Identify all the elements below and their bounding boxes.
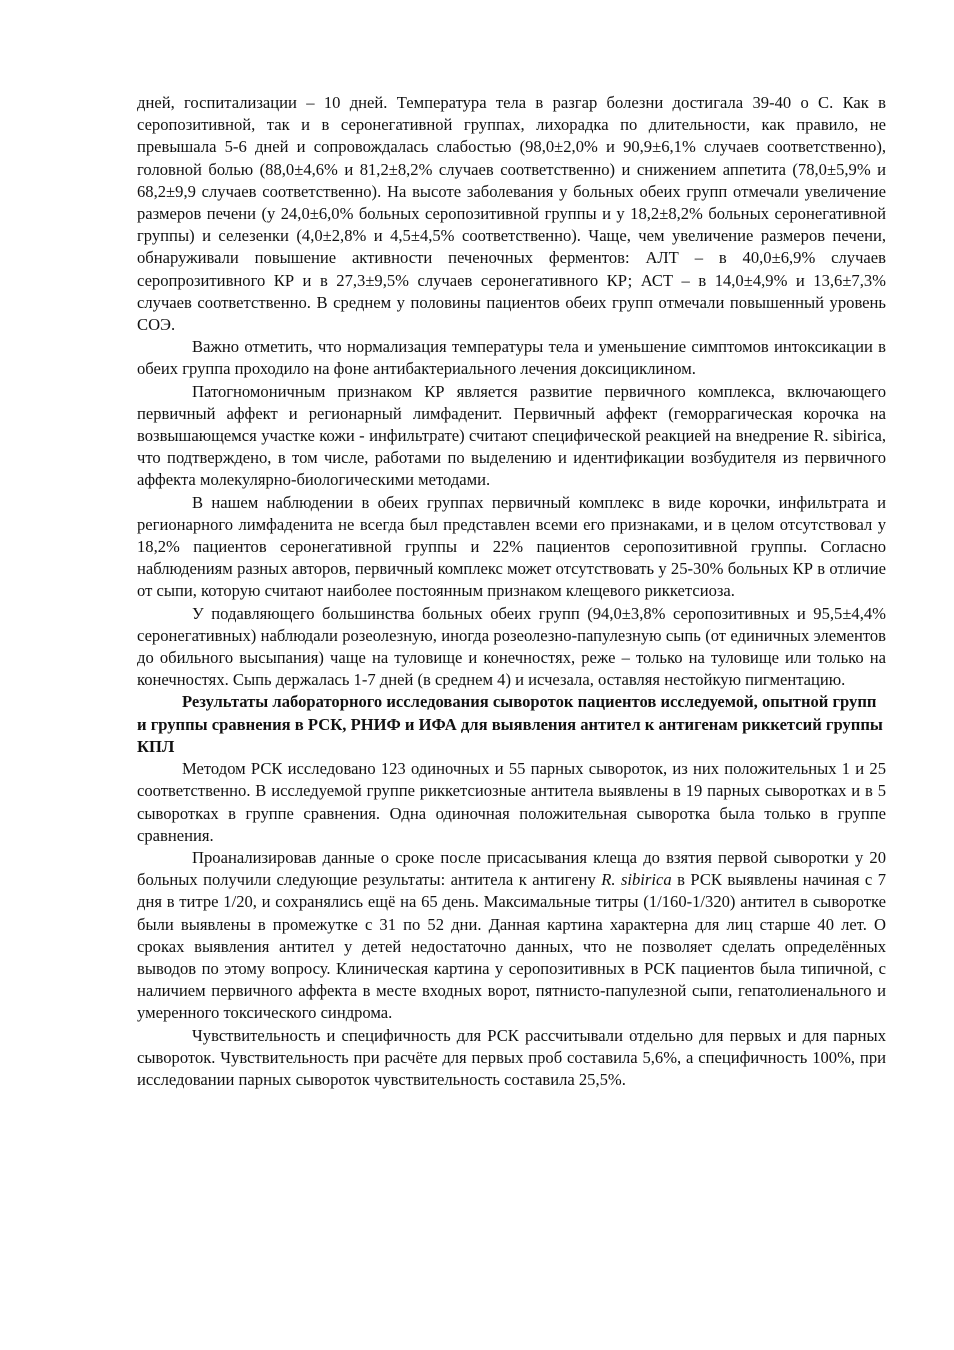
paragraph-rash: У подавляющего большинства больных обеих групп (94,0±3,8% серопозитивных и 95,5±4,4% серонегативных) наблюдали розеолезную, иногда розеолезно-папулезную сыпь (от единичных элементов до обильного высыпания) чаще на туловище и конечностях, реже – только на туловище или только на конечностях. Сыпь держалась 1-7 дней (в среднем 4) и исчезала, оставляя нестойкую пигментацию. <box>137 603 886 690</box>
paragraph-antibody-timing <box>137 847 886 1025</box>
antibody-timing-text-after: в РСК выявлены начиная с 7 дня в титре 1/20, и сохранялись ещё на 65 день. Максимальные титры (1/160-1/320) антител в сыворотке были выявлены в промежутке с 31 по 52 дни. Данная картина характерна для лиц старше 40 лет. О сроках выявления антител у детей недостаточно данных, что не позволяет сделать определённых выводов по этому вопросу. Клиническая картина у серопозитивных в РСК пациентов была типичной, с наличием первичного аффекта в месте входных ворот, пятнисто-папулезной сыпи, гепатолиенального и умеренного токсического синдрома. <box>137 870 887 1023</box>
paragraph-observation: В нашем наблюдении в обеих группах первичный комплекс в виде корочки, инфильтрата и регионарного лимфаденита не всегда был представлен всеми его признаками, и в целом отсутствовал у 18,2% пациентов серонегативной группы и 22% пациентов серопозитивной группы. Согласно наблюдениям разных авторов, первичный комплекс может отсутствовать у 25-30% больных КР в отличие от сыпи, которую считают наиболее постоянным признаком клещевого риккетсиоза. <box>137 492 886 601</box>
section-heading: Результаты лабораторного исследования сывороток пациентов исследуемой, опытной групп и группы сравнения в РСК, РНИФ и ИФА для выявления антител к антигенам риккетсий группы КПЛ <box>137 692 883 756</box>
paragraph-primary-complex: Патогномоничным признаком КР является развитие первичного комплекса, включающего первичный аффект и регионарный лимфаденит. Первичный аффект (геморрагическая корочка на возвышающемся участке кожи - инфильтрате) считают специфической реакцией на внедрение R. sibirica, что подтверждено, в том числе, работами по выделению и идентификации возбудителя из первичного аффекта молекулярно-биологическими методами. <box>137 381 886 490</box>
document-page <box>137 92 886 1091</box>
paragraph-clinical-course: дней, госпитализации – 10 дней. Температура тела в разгар болезни достигала 39-40 о С. Как в серопозитивной, так и в серонегативной группах, лихорадка по длительности, как правило, не превышала 5-6 дней и сопровождалась слабостью (98,0±2,0% и 90,9±6,1% случаев соответственно), головной болью (88,0±4,6% и 81,2±8,2% случаев соответственно) и снижением аппетита (78,0±5,9% и 68,2±9,9 случаев соответственно). На высоте заболевания у больных обеих групп отмечали увеличение размеров печени (у 24,0±6,0% больных серопозитивной группы и у 18,2±8,2% больных серонегативной группы) и селезенки (4,0±2,8% и 4,5±4,5% соответственно). Чаще, чем увеличение размеров печени, обнаруживали повышение активности печеночных ферментов: АЛТ – в 40,0±6,9% случаев серопрозитивного КР и в 27,3±9,5% случаев серонегативного КР; АСТ – в 14,0±4,9% и 13,6±7,3% случаев соответственно. В среднем у половины пациентов обеих групп отмечали повышенный уровень СОЭ. <box>137 93 886 335</box>
paragraph-rsk-method: Методом РСК исследовано 123 одиночных и 55 парных сывороток, из них положительных 1 и 25 соответственно. В исследуемой группе риккетсиозные антитела выявлены в 19 парных сыворотках и в 5 сыворотках в группе сравнения. Одна одиночная положительная сыворотка была только в группе сравнения. <box>137 759 886 845</box>
paragraph-sensitivity: Чувствительность и специфичность для РСК рассчитывали отдельно для первых и для парных сывороток. Чувствительность при расчёте для первых проб составила 5,6%, а специфичность 100%, при исследовании парных сывороток чувствительность составила 25,5%. <box>137 1025 886 1089</box>
paragraph-treatment: Важно отметить, что нормализация температуры тела и уменьшение симптомов интоксикации в обеих группа проходило на фоне антибактериального лечения доксициклином. <box>137 337 886 379</box>
antibody-timing-text-before: Проанализировав данные о сроке после присасывания клеща до взятия первой сыворотки у 20 больных получили следующие результаты: антитела к антигену <box>137 847 886 890</box>
species-name: R. sibirica <box>601 870 672 890</box>
